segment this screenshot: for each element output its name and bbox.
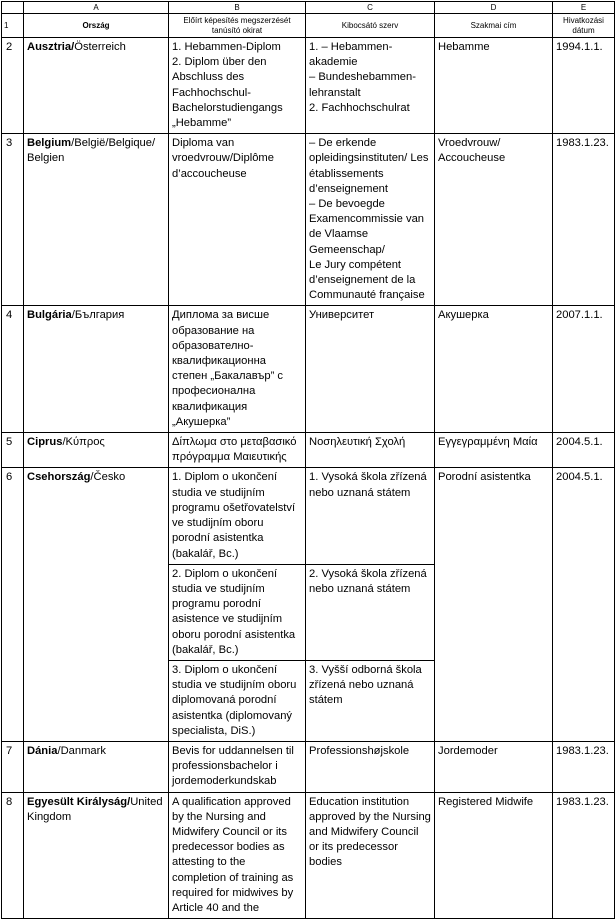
document-cell: Δίπλωμα στο μεταβασικό πρόγραμμα Μαιευτικής	[169, 433, 306, 468]
country-cell	[24, 741, 169, 792]
title-cell: Hebamme	[435, 38, 553, 134]
document-cell: 3. Diplom o ukončení studia ve studijním oboru diplomovaná porodní asistentka (diplomovaný specialista, DiS.)	[169, 660, 306, 741]
header-issuer: Kibocsátó szerv	[306, 14, 435, 38]
issuer-cell: Университет	[306, 306, 435, 433]
column-letter: D	[435, 2, 553, 14]
issuer-cell: 1. – Hebammen-akademie – Bundeshebammen-lehranstalt 2. Fachhochschulrat	[306, 38, 435, 134]
document-cell: 1. Diplom o ukončení studia ve studijním programu ošetřovatelství ve studijním oboru porodní asistentka (bakalář, Bc.)	[169, 468, 306, 564]
country-name-native: /България	[71, 309, 125, 322]
row-number: 3	[2, 134, 24, 306]
column-letter: E	[553, 2, 615, 14]
row-number: 7	[2, 741, 24, 792]
country-name-hungarian: Bulgária	[27, 309, 72, 322]
midwife-qualifications-table	[1, 1, 615, 919]
header-title: Szakmai cím	[435, 14, 553, 38]
table-row	[2, 134, 615, 306]
row-number: 6	[2, 468, 24, 741]
country-name-native: /België/Belgique/ Belgien	[27, 137, 156, 165]
country-cell	[24, 38, 169, 134]
column-letter-row	[2, 2, 615, 14]
column-letter: C	[306, 2, 435, 14]
table-row	[2, 741, 615, 792]
issuer-cell: 3. Vyšší odborná škola zřízená nebo uznaná státem	[306, 660, 435, 741]
issuer-cell: Νοσηλευτική Σχολή	[306, 433, 435, 468]
issuer-cell: – De erkende opleidingsinstituten/ Les établissements d’enseignement – De bevoegde Examencommissie van de Vlaamse Gemeenschap/ Le Jury compétent d’enseignement de la Communauté française	[306, 134, 435, 306]
issuer-cell: 2. Vysoká škola zřízená nebo uznaná státem	[306, 564, 435, 660]
document-cell: Bevis for uddannelsen til professionsbachelor i jordemoderkundskab	[169, 741, 306, 792]
document-cell: A qualification approved by the Nursing and Midwifery Council or its predecessor bodies as attesting to the completion of training as required for midwives by Article 40 and the	[169, 792, 306, 919]
date-cell: 2007.1.1.	[553, 306, 615, 433]
date-cell: 1983.1.23.	[553, 741, 615, 792]
country-name-native: /Κύπρος	[62, 436, 105, 449]
issuer-cell: 1. Vysoká škola zřízená nebo uznaná státem	[306, 468, 435, 564]
table-row	[2, 38, 615, 134]
title-cell: Vroedvrouw/ Accoucheuse	[435, 134, 553, 306]
row-number: 5	[2, 433, 24, 468]
country-name-hungarian: Egyesült Királyság/	[27, 795, 131, 808]
header-country: Ország	[24, 14, 169, 38]
country-name-native: /Česko	[90, 471, 126, 484]
country-name-hungarian: Ausztria/	[27, 41, 75, 53]
row-number: 4	[2, 306, 24, 433]
issuer-cell: Education institution approved by the Nursing and Midwifery Council or its predecessor bodies	[306, 792, 435, 919]
document-cell: Диплома за висше образование на образователно-квалификационна степен „Бакалавър” с професионална квалификация „Акушерка”	[169, 306, 306, 433]
country-name-hungarian: Csehország	[27, 471, 91, 484]
country-cell	[24, 433, 169, 468]
country-cell	[24, 468, 169, 741]
document-cell: 1. Hebammen-Diplom 2. Diplom über den Abschluss des Fachhochschul-Bachelorstudiengangs „Hebamme”	[169, 38, 306, 134]
column-letter: B	[169, 2, 306, 14]
document-cell: 2. Diplom o ukončení studia ve studijním programu porodní asistence ve studijním oboru porodní asistentka (bakalář, Bc.)	[169, 564, 306, 660]
row-number: 2	[2, 38, 24, 134]
title-cell: Registered Midwife	[435, 792, 553, 919]
column-letter	[2, 2, 24, 14]
country-cell	[24, 792, 169, 919]
country-name-native: United Kingdom	[27, 795, 163, 823]
title-cell: Εγγεγραμμένη Μαία	[435, 433, 553, 468]
country-cell	[24, 134, 169, 306]
date-cell: 1983.1.23.	[553, 134, 615, 306]
document-cell: Diploma van vroedvrouw/Diplôme d’accoucheuse	[169, 134, 306, 306]
title-cell: Porodní asistentka	[435, 468, 553, 741]
date-cell: 1983.1.23.	[553, 792, 615, 919]
header-row-number: 1	[2, 14, 24, 38]
issuer-cell: Professionshøjskole	[306, 741, 435, 792]
table-row	[2, 433, 615, 468]
date-cell: 1994.1.1.	[553, 38, 615, 134]
date-cell: 2004.5.1.	[553, 433, 615, 468]
header-row	[2, 14, 615, 38]
table-row	[2, 792, 615, 919]
date-cell: 2004.5.1.	[553, 468, 615, 741]
country-name-hungarian: Belgium	[27, 137, 72, 150]
country-name-hungarian: Ciprus	[27, 436, 63, 449]
country-cell	[24, 306, 169, 433]
table-row	[2, 468, 615, 564]
header-document: Előírt képesítés megszerzését tanúsító okirat	[169, 14, 306, 38]
country-name-native: /Danmark	[57, 744, 106, 757]
title-cell: Акушерка	[435, 306, 553, 433]
header-date: Hivatkozási dátum	[553, 14, 615, 38]
column-letter: A	[24, 2, 169, 14]
row-number: 8	[2, 792, 24, 919]
title-cell: Jordemoder	[435, 741, 553, 792]
country-name-native: Österreich	[74, 41, 126, 53]
table-row	[2, 306, 615, 433]
country-name-hungarian: Dánia	[27, 744, 58, 757]
